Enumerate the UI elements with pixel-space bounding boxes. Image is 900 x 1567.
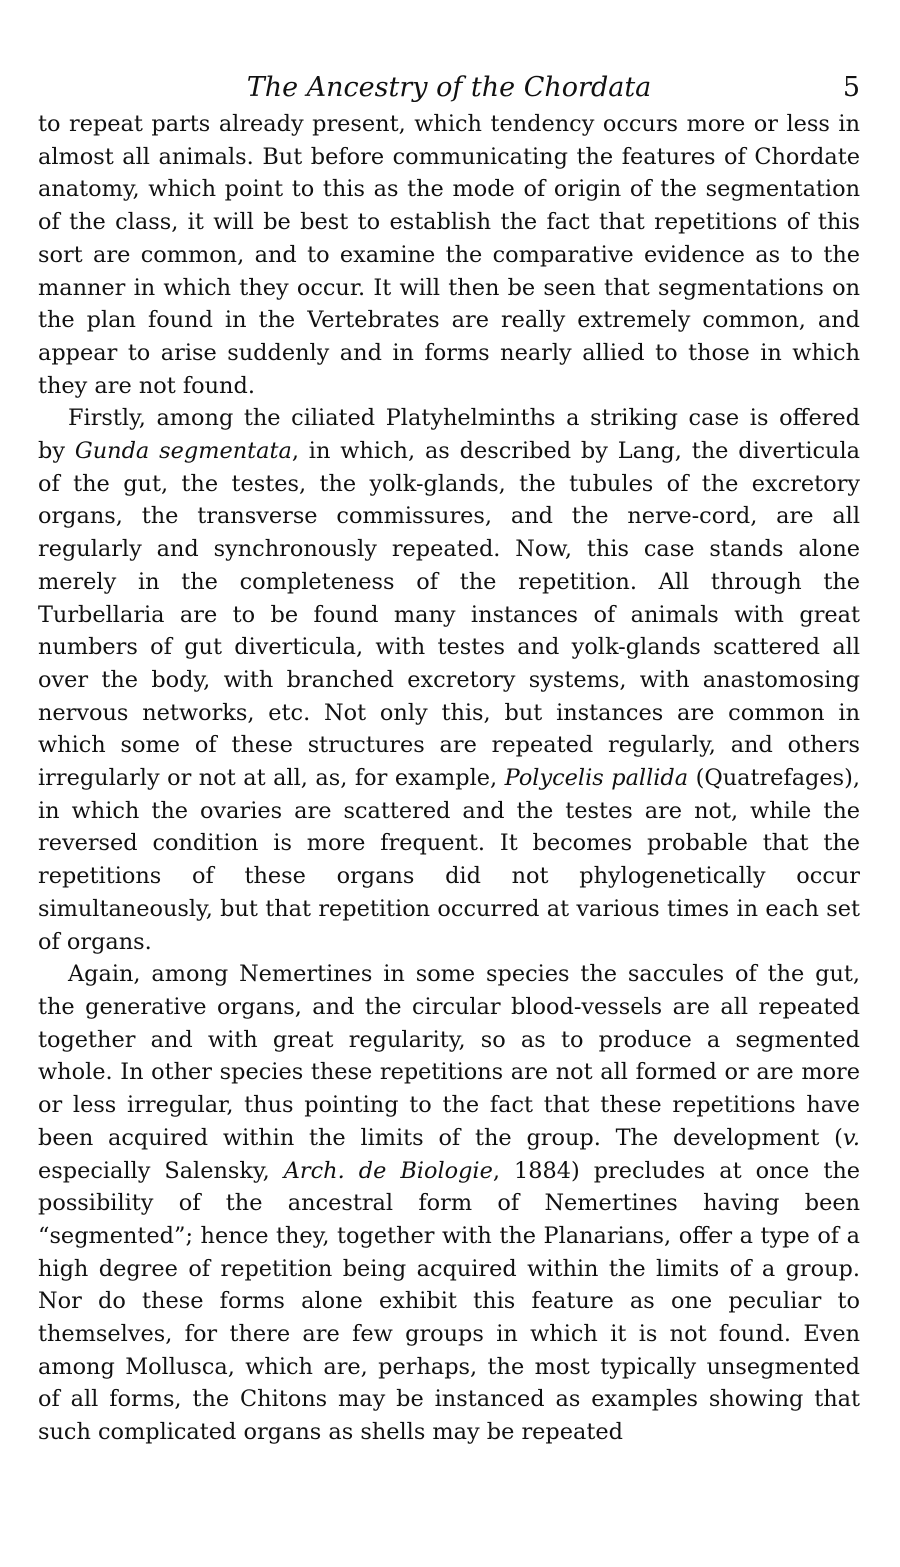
abbreviation: v. <box>842 1124 860 1151</box>
species-name: Polycelis pallida <box>504 765 689 792</box>
text-run: Firstly, among the ciliated Platyhelminths a striking case is offered by <box>38 405 860 465</box>
running-title: The Ancestry of the Chordata <box>246 72 652 103</box>
paragraph-3 <box>38 958 860 1449</box>
journal-title: Arch. de Biologie <box>283 1157 493 1184</box>
text-run: , in which, as described by Lang, the diverticula of the gut, the testes, the yolk-glands, the tubules of the excretory organs, the transverse commissures, and the nerve-cord, are all regularly and synchronously repeated. Now, this case stands alone merely in the completeness of the repetition. All through the Turbellaria are to be found many instances of animals with great numbers of gut diverticula, with testes and yolk-glands scattered all over the body, with branched excretory systems, with anastomosing nervous networks, etc. Not only this, but instances are common in which some of these structures are repeated regularly, and others irregularly or not at all, as, for example, <box>38 438 860 792</box>
page-number: 5 <box>842 72 860 103</box>
text-run: (Quatrefages), in which the ovaries are scattered and the testes are not, while the reversed condition is more frequent. It becomes probable that the repetitions of these organs did not phylogenetically occur simultaneously, but that repetition occurred at various times in each set of organs. <box>38 765 860 955</box>
paragraph-2 <box>38 402 860 958</box>
text-run: especially Salensky, <box>38 1157 284 1184</box>
running-head <box>38 70 860 106</box>
body-text <box>38 108 860 1449</box>
text-run: , 1884) precludes at once the possibility of the ancestral form of Nemertines having been “segmented”; hence they, together with the Planarians, offer a type of a high degree of repetition being acquired within the limits of a group. Nor do these forms alone exhibit this feature as one peculiar to themselves, for there are few groups in which it is not found. Even among Mollusca, which are, perhaps, the most typically unsegmented of all forms, the Chitons may be instanced as examples showing that such complicated organs as shells may be repeated <box>38 1157 860 1446</box>
paragraph-1 <box>38 108 860 402</box>
text-run: Again, among Nemertines in some species the saccules of the gut, the generative organs, and the circular blood-vessels are all repeated together and with great regularity, so as to produce a segmented whole. In other species these repetitions are not all formed or are more or less irregular, thus pointing to the fact that these repetitions have been acquired within the limits of the group. The development ( <box>38 961 860 1151</box>
species-name: Gunda segmentata <box>74 438 292 465</box>
book-page <box>38 70 860 1449</box>
text-run: to repeat parts already present, which tendency occurs more or less in almost all animals. But before communicating the features of Chordate anatomy, which point to this as the mode of origin of the segmentation of the class, it will be best to establish the fact that repetitions of this sort are common, and to examine the comparative evidence as to the manner in which they occur. It will then be seen that segmentations on the plan found in the Vertebrates are really extremely common, and appear to arise suddenly and in forms nearly allied to those in which they are not found. <box>38 111 860 399</box>
